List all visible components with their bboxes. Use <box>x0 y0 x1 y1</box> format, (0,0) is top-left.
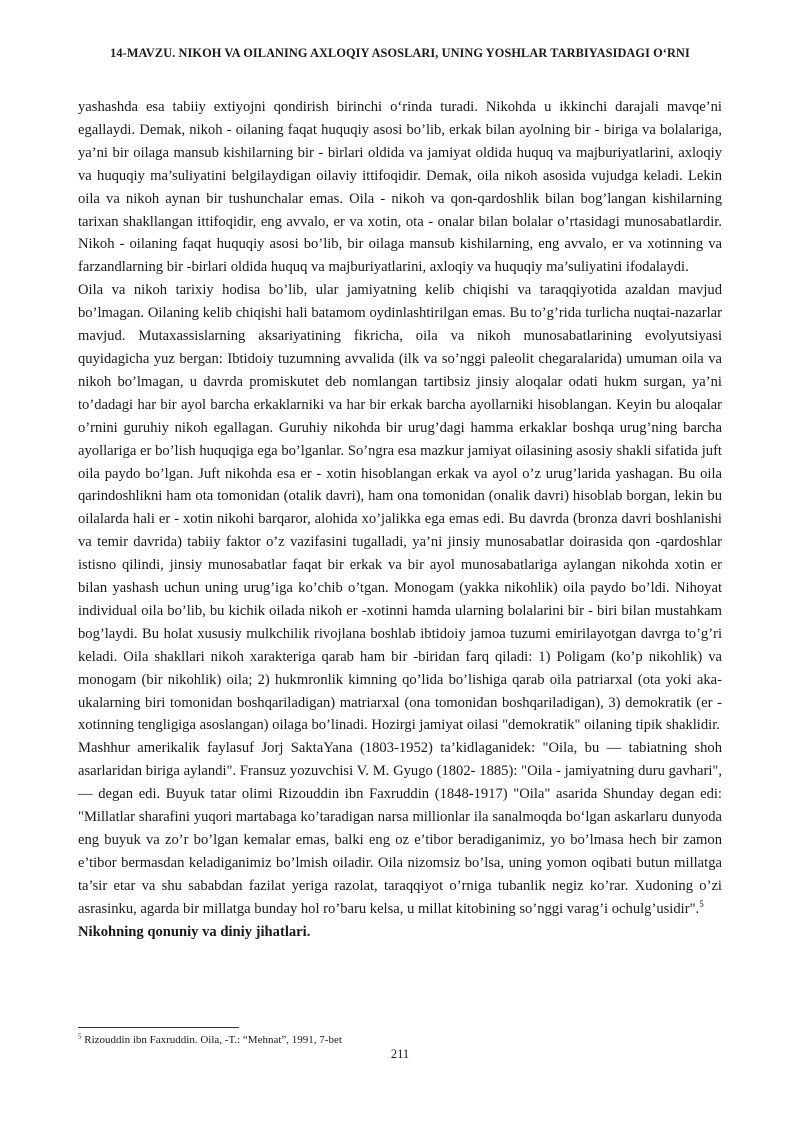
footnote-number: 5 <box>78 1032 82 1041</box>
paragraph-2: Oila va nikoh tarixiy hodisa bo’lib, ular jamiyatning kelib chiqishi va taraqqiyotida azaldan mavjud bo’lmagan. Oilaning kelib chiqishi hali batamom oydinlashtirilgan emas. Bu to’g’rida turlicha nuqtai-nazarlar mavjud. Mutaxassislarning aksariyatining fikricha, oila va nikoh munosabatlarining evolyutsiyasi quyidagicha yuz bergan: Ibtidoiy tuzumning avvalida (ilk va so’nggi paleolit chegaralarida) umuman oila va nikoh bo’lmagan, u davrda promiskutet deb nomlangan tartibsiz jinsiy aloqalar odati hukm surgan, ya’ni to’dadagi har bir ayol barcha erkaklarniki va har bir erkak barcha ayollarniki hisoblangan. Keyin bu aloqalar o’rnini guruhiy nikoh egallagan. Guruhiy nikohda bir urug’dagi hamma erkaklar boshqa urug’ning barcha ayollariga er bo’lish huquqiga ega bo’lganlar. So’ngra esa mazkur jamiyat oilasining asosiy shakli sifatida juft oila paydo bo’lgan. Juft nikohda esa er - xotin hisoblangan erkak va ayol o’z urug’larida yashagan. Bu oila qarindoshlikni ham ota tomonidan (otalik davri), ham ona tomonidan (onalik davri) hisoblab borgan, lekin bu oilalarda hali er - xotin nikohi barqaror, alohida xo’jalikka ega emas edi. Bu davrda (bronza davri boshlanishi va temir davrida) tabiiy faktor o’z vazifasini tugalladi, ya’ni jinsiy munosabatlar doirasida qon -qardoshlar istisno qilindi, jinsiy munosabatlar faqat bir erkak va bir ayol munosabatlariga aylangan nikohda xotin er bilan yashash uchun uning urug’iga ko’chib o’tgan. Monogam (yakka nikohlik) oila paydo bo’ldi. Nihoyat individual oila bo’lib, bu kichik oilada nikoh er -xotinni hamda ularning bolalarini bir - biri bilan mustahkam bog’laydi. Bu holat xususiy mulkchilik rivojlana boshlab ibtidoiy jamoa tuzumi emirilayotgan davrga to’g’ri keladi. Oila shakllari nikoh xarakteriga qarab ham bir -biridan farq qiladi: 1) Poligam (ko’p nikohlik) va monogam (bir nikohlik) oila; 2) hukmronlik kimning qo’lida bo’lishiga qarab oila patriarxal (ota yoki aka-ukalarning biri tomonidan boshqariladigan) matriarxal (ona tomonidan boshqariladigan), 3) demokratik (er - xotinning tengligiga asoslangan) oilaga bo’linadi. Hozirgi jamiyat oilasi "demokratik" oilaning tipik shaklidir. <box>78 282 722 734</box>
paragraph-1: yashashda esa tabiiy extiyojni qondirish birinchi o‘rinda turadi. Nikohda u ikkinchi darajali mavqe’ni egallaydi. Demak, nikoh - oilaning faqat huquqiy asosi bo’lib, erkak bilan ayolning bir - biriga va bolalariga, ya’ni bir oilaga mansub kishilarning bir - birlari oldida va jamiyat oldida huquq va majburiyatlarini, axloqiy va huquqiy ma’suliyatini belgilaydigan oilaviy ittifoqidir. Demak, oila nikoh asosida vujudga keladi. Lekin oila va nikoh aynan bir tushunchalar emas. Oila - nikoh va qon-qardoshlik bilan bog’langan kishilarning tarixan shakllangan ittifoqidir, eng avvalo, er va xotin, ota - onalar bilan bolalar o’rtasidagi munosabatlardir. Nikoh - oilaning faqat huquqiy asosi bo’lib, bir oilaga mansub kishilarning, eng avvalo, er va xotinning va farzandlarning bir -birlari oldida huquq va majburiyatlarini, axloqiy va huquqiy ma’suliyatini ifodalaydi. <box>78 99 722 276</box>
running-header: 14-MAVZU. NIKOH VA OILANING AXLOQIY ASOSLARI, UNING YOSHLAR TARBIYASIDAGI O‘RNI <box>110 46 690 60</box>
main-text <box>78 96 722 944</box>
footnote-divider <box>78 1027 239 1028</box>
footnote <box>78 1033 722 1047</box>
paragraph-3-text: Mashhur amerikalik faylasuf Jorj SaktaYana (1803-1952) ta’kidlaganidek: "Oila, bu — tabiatning shoh asarlaridan biriga aylandi". Fransuz yozuvchisi V. M. Gyugo (1802- 1885): "Oila - jamiyatning duru gavhari", — degan edi. Buyuk tatar olimi Rizouddin ibn Faxruddin (1848-1917) "Oila" asarida Shunday degan edi: "Millatlar sharafini yuqori martabaga ko’taradigan narsa millionlar ila sanalmoqda bo‘lgan askarlaru dunyoda eng buyuk va zo’r bo’lgan kemalar emas, balki eng oz e’tibor beradiganimiz, yo bo’lmasa hech bir zamon e’tibor bermasdan keladiganimiz bo’lmish oiladir. Oila nizomsiz bo’lsa, uning yomon oqibati butun millatga ta’sir etar va shu sababdan fazilat yeriga razolat, taraqqiyot o’rniga tubanlik negiz ko’rar. Xudoning o’zi asrasinku, agarda bir millatga bunday hol ro’baru kelsa, u millat kitobining so’nggi varag’i ochulg’usidir". <box>78 740 722 917</box>
section-subheading: Nikohning qonuniy va diniy jihatlari. <box>78 923 311 940</box>
footnote-reference[interactable]: 5 <box>699 898 704 909</box>
paragraph-3 <box>78 737 722 920</box>
footnote-text: Rizouddin ibn Faxruddin. Oila, -T.: “Mehnat”, 1991, 7-bet <box>81 1034 342 1046</box>
page-number: 211 <box>390 1047 410 1061</box>
